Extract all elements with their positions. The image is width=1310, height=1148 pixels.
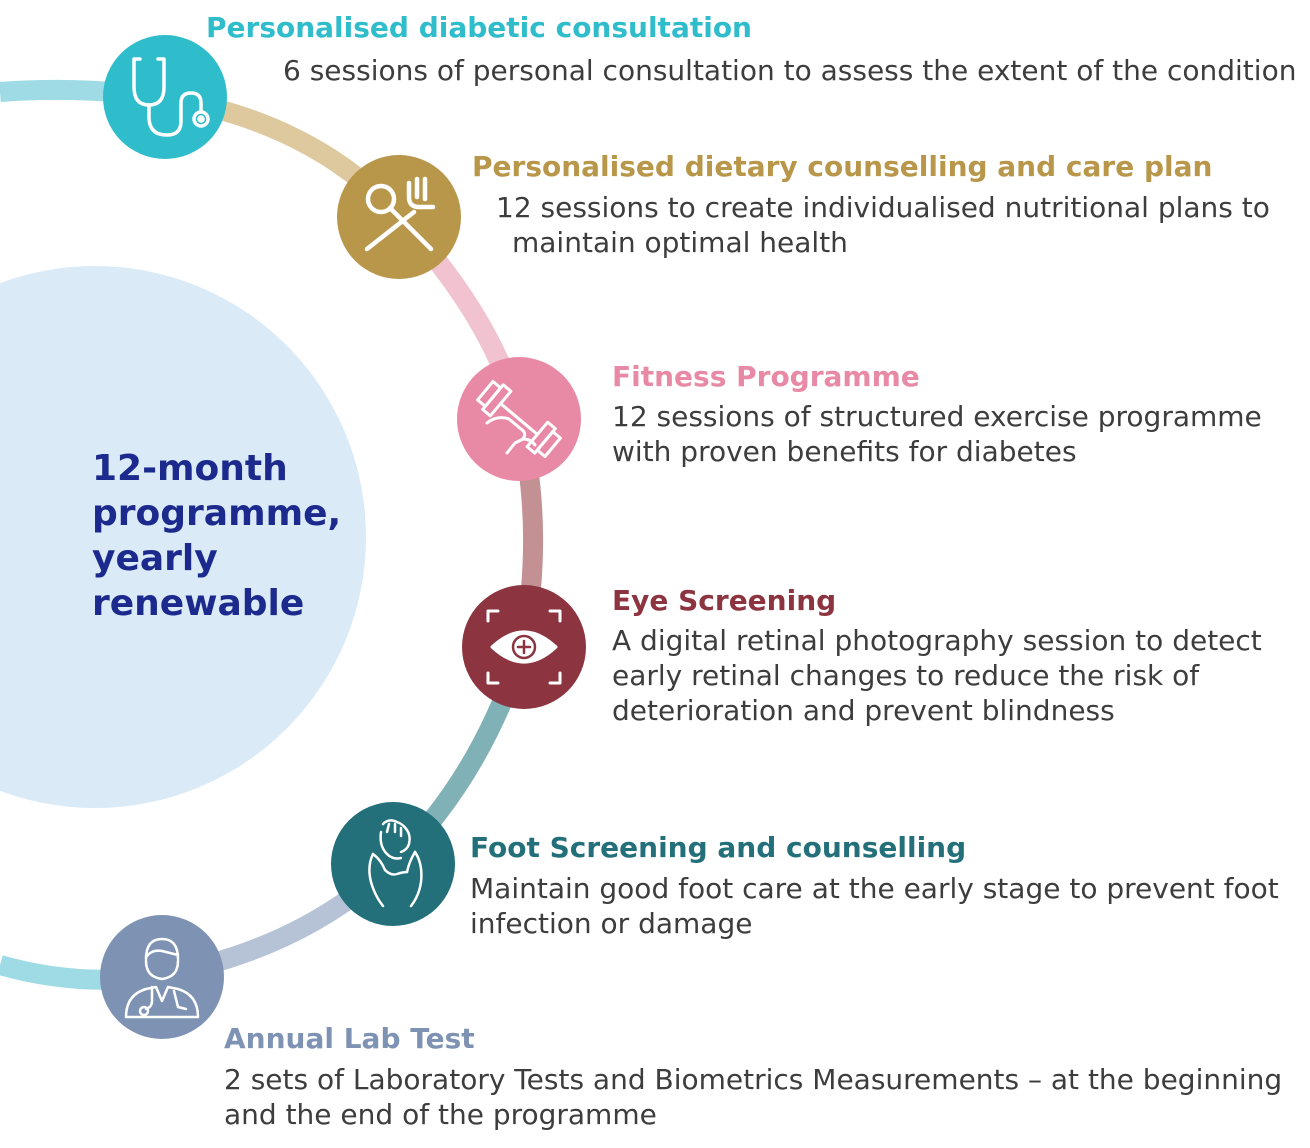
center-line: renewable bbox=[92, 583, 305, 624]
stethoscope-icon bbox=[103, 35, 227, 159]
foot-hands-icon bbox=[331, 802, 455, 926]
consultation-icon-circle bbox=[103, 35, 227, 159]
description-line: A digital retinal photography session to detect bbox=[612, 624, 1262, 657]
programme-duration-label bbox=[92, 446, 352, 626]
eye-icon-circle bbox=[462, 585, 586, 709]
description-line: 12 sessions of structured exercise programme bbox=[612, 400, 1262, 433]
description-line: and the end of the programme bbox=[224, 1098, 657, 1131]
center-line: yearly bbox=[92, 538, 218, 579]
description-line: deterioration and prevent blindness bbox=[612, 694, 1115, 727]
description-line: 12 sessions to create individualised nutritional plans to bbox=[496, 191, 1270, 224]
description-line: with proven benefits for diabetes bbox=[612, 435, 1077, 468]
description-line: 6 sessions of personal consultation to assess the extent of the condition bbox=[283, 54, 1297, 87]
lab-description bbox=[224, 1062, 1282, 1132]
dietary-description bbox=[496, 190, 1270, 260]
eye-title: Eye Screening bbox=[612, 584, 837, 617]
foot-description bbox=[470, 871, 1279, 941]
consultation-description bbox=[283, 53, 1296, 88]
center-line: programme, bbox=[92, 493, 342, 534]
fitness-icon-circle bbox=[457, 357, 581, 481]
spoon-fork-icon bbox=[337, 155, 461, 279]
fitness-description bbox=[612, 399, 1262, 469]
consultation-title: Personalised diabetic consultation bbox=[206, 11, 752, 44]
description-line: early retinal changes to reduce the risk of bbox=[612, 659, 1200, 692]
eye-description bbox=[612, 623, 1262, 728]
description-line: 2 sets of Laboratory Tests and Biometrics Measurements – at the beginning bbox=[224, 1063, 1283, 1096]
doctor-icon bbox=[100, 915, 224, 1039]
dietary-icon-circle bbox=[337, 155, 461, 279]
fitness-title: Fitness Programme bbox=[612, 360, 920, 393]
lab-title: Annual Lab Test bbox=[224, 1022, 475, 1055]
lab-icon-circle bbox=[100, 915, 224, 1039]
description-line: maintain optimal health bbox=[512, 226, 848, 259]
foot-title: Foot Screening and counselling bbox=[470, 831, 967, 864]
dumbbell-icon bbox=[457, 357, 581, 481]
description-line: Maintain good foot care at the early stage to prevent foot bbox=[470, 872, 1279, 905]
center-line: 12-month bbox=[92, 448, 288, 489]
foot-icon-circle bbox=[331, 802, 455, 926]
eye-scan-icon bbox=[462, 585, 586, 709]
dietary-title: Personalised dietary counselling and care plan bbox=[472, 150, 1213, 183]
description-line: infection or damage bbox=[470, 907, 753, 940]
